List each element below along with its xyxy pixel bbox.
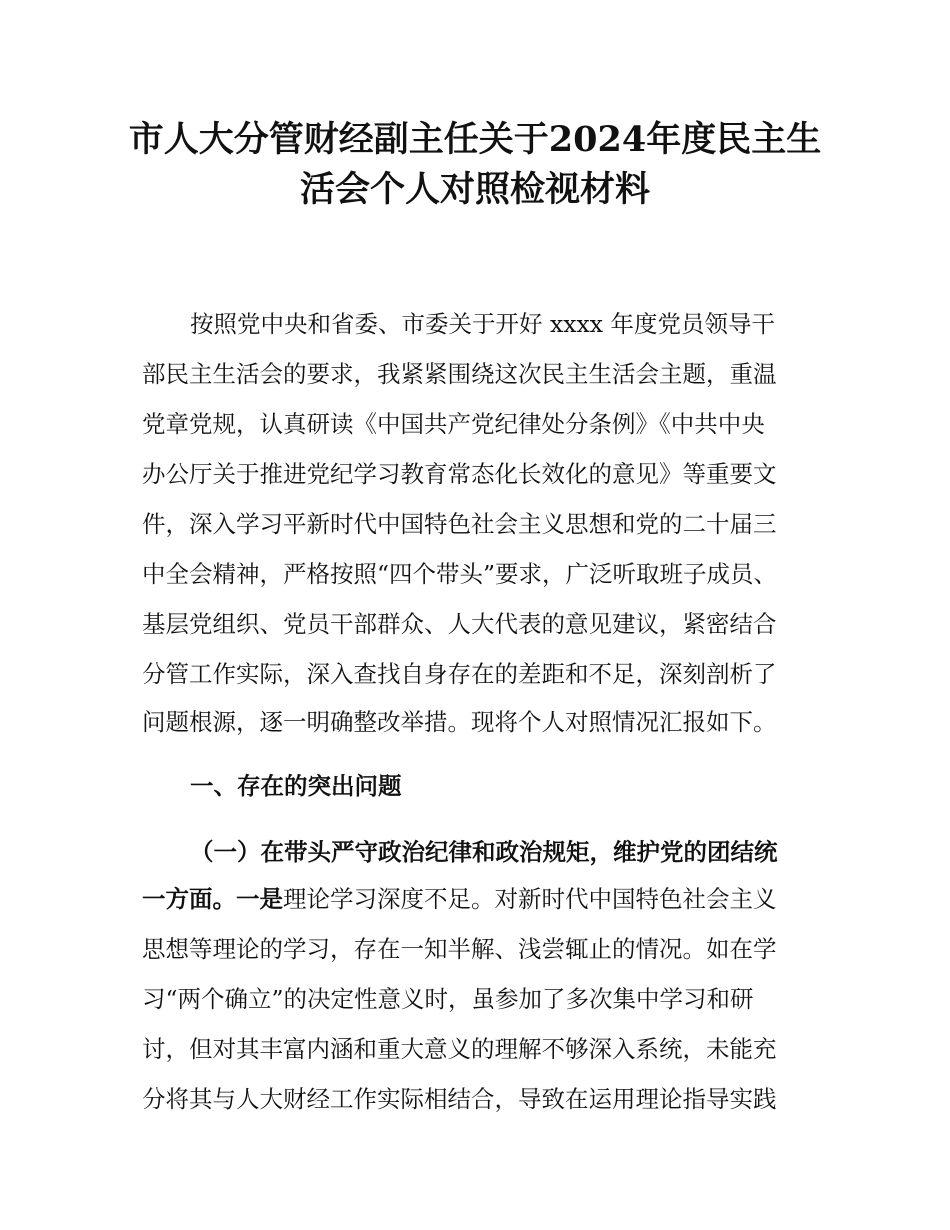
subsection-body-text: 理论学习深度不足。对新时代中国特色社会主义	[283, 885, 777, 913]
intro-paragraph-line: 问题根源，逐一明确整改举措。现将个人对照情况汇报如下。	[142, 708, 777, 736]
intro-paragraph-line: 中全会精神，严格按照“四个带头”要求，广泛听取班子成员、	[142, 560, 778, 588]
document-title-line-1: 市人大分管财经副主任关于2024年度民主生	[128, 119, 822, 160]
intro-paragraph-line: 按照党中央和省委、市委关于开好 xxxx 年度党员领导干	[190, 310, 775, 338]
intro-paragraph-line: 党章党规，认真研读《中国共产党纪律处分条例》《中共中央	[142, 410, 765, 438]
subsection-heading-line-1: （一）在带头严守政治纪律和政治规矩，维护党的团结统	[190, 838, 778, 866]
subsection-body-line: 思想等理论的学习，存在一知半解、浅尝辄止的情况。如在学	[142, 935, 777, 963]
section-heading: 一、存在的突出问题	[190, 772, 402, 800]
subsection-body-line: 讨，但对其丰富内涵和重大意义的理解不够深入系统，未能充	[142, 1035, 777, 1063]
document-title-line-2: 活会个人对照检视材料	[299, 169, 650, 210]
intro-paragraph-line: 基层党组织、党员干部群众、人大代表的意见建议，紧密结合	[142, 610, 777, 638]
intro-paragraph-line: 办公厅关于推进党纪学习教育常态化长效化的意见》等重要文	[142, 460, 777, 488]
intro-paragraph-line: 部民主生活会的要求，我紧紧围绕这次民主生活会主题，重温	[142, 360, 777, 388]
subsection-body-line: 习“两个确立”的决定性意义时，虽参加了多次集中学习和研	[142, 985, 754, 1013]
intro-paragraph-line: 件，深入学习平新时代中国特色社会主义思想和党的二十届三	[142, 510, 777, 538]
subsection-heading-continuation: 一方面。一是	[142, 885, 283, 913]
intro-paragraph-line: 分管工作实际，深入查找自身存在的差距和不足，深刻剖析了	[142, 660, 777, 688]
subsection-body-line: 分将其与人大财经工作实际相结合，导致在运用理论指导实践	[142, 1085, 777, 1113]
subsection-line-2	[142, 883, 832, 915]
